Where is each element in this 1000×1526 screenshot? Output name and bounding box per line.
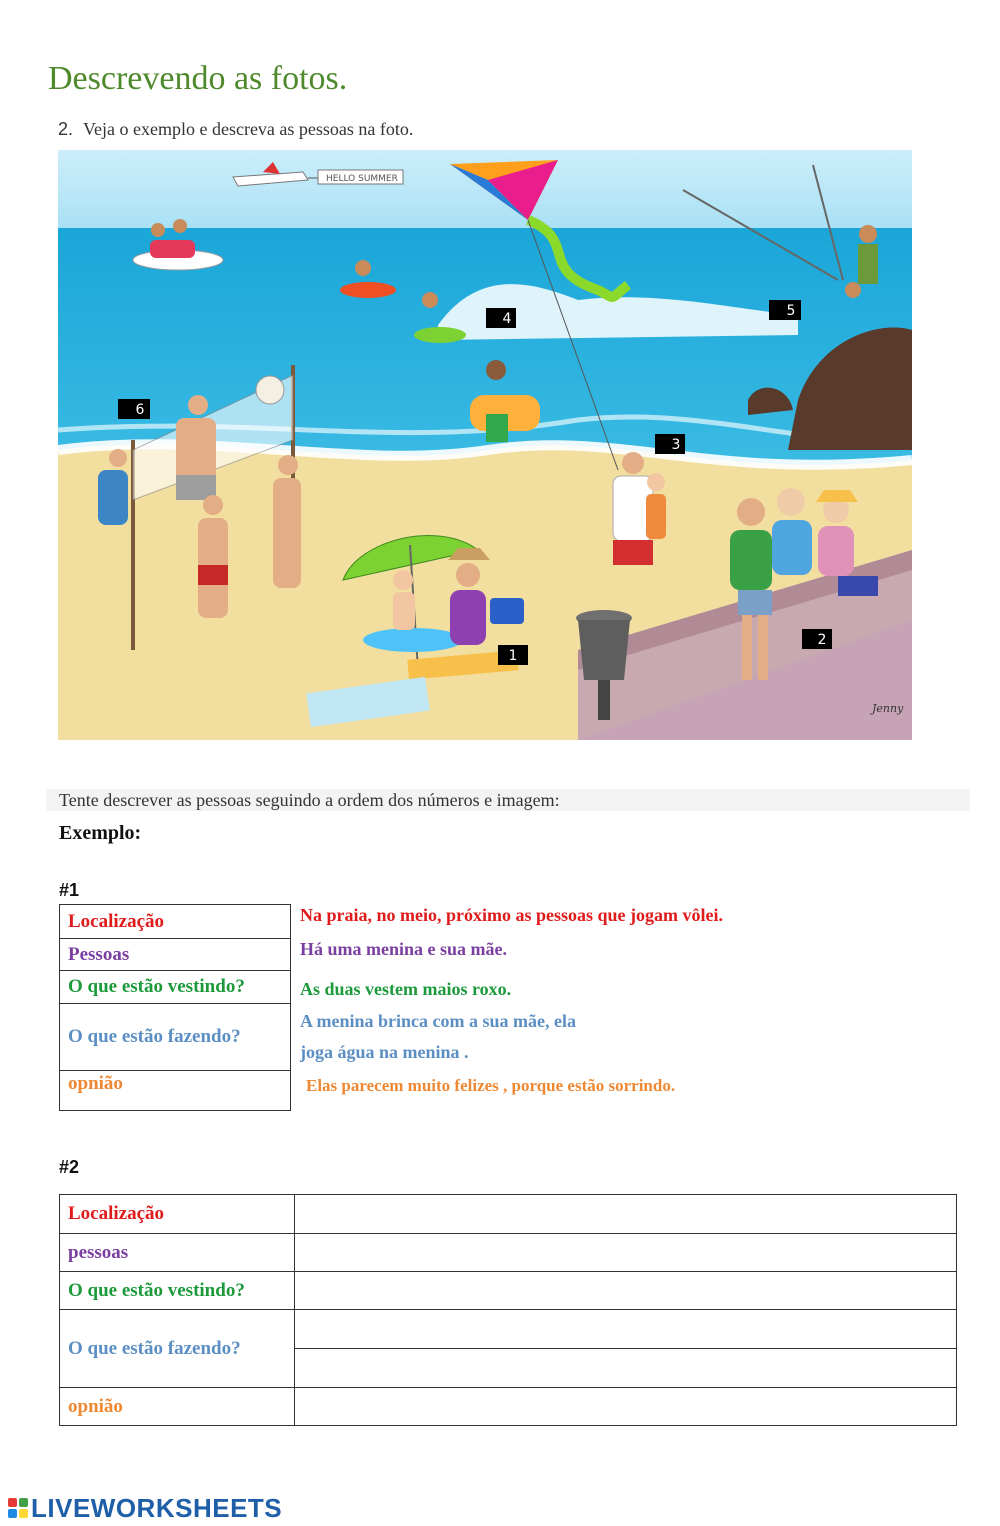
svg-text:HELLO SUMMER: HELLO SUMMER	[326, 174, 398, 184]
marker-1	[498, 645, 528, 665]
marker-5	[769, 300, 801, 320]
exercise-label-location: Localização	[60, 1195, 295, 1234]
example-label-opinion: opnião	[60, 1071, 291, 1111]
instruction-text: Veja o exemplo e descreva as pessoas na foto.	[83, 119, 414, 139]
exercise-number: #2	[59, 1157, 80, 1177]
exercise-answer-opinion[interactable]	[295, 1388, 957, 1426]
example-answer-doing-line1: A menina brinca com a sua mãe, ela	[300, 1011, 576, 1031]
exercise-answer-doing-line1[interactable]	[295, 1310, 957, 1349]
example-number: #1	[59, 880, 80, 900]
marker-4	[486, 308, 516, 328]
svg-text:3: 3	[671, 437, 681, 453]
prompt-text: Tente descrever as pessoas seguindo a ordem dos números e imagem:	[59, 790, 560, 810]
example-answer-location: Na praia, no meio, próximo as pessoas que jogam vôlei.	[300, 905, 723, 925]
exercise-answer-wearing[interactable]	[295, 1272, 957, 1310]
exercise-table	[59, 1194, 957, 1426]
example-table	[59, 904, 291, 1111]
svg-text:2: 2	[817, 632, 827, 648]
page-title: Descrevendo as fotos.	[48, 60, 348, 97]
example-label-wearing: O que estão vestindo?	[60, 971, 291, 1004]
marker-6	[118, 399, 150, 419]
marker-2	[802, 629, 832, 649]
svg-text:4: 4	[502, 311, 512, 327]
example-label-people: Pessoas	[60, 939, 291, 971]
instruction-number: 2.	[58, 119, 74, 139]
example-answer-doing-line2: joga água na menina .	[300, 1042, 469, 1062]
svg-text:5: 5	[786, 303, 796, 319]
example-answer-people: Há uma menina e sua mãe.	[300, 939, 507, 959]
exercise-label-opinion: opnião	[60, 1388, 295, 1426]
prompt-band	[46, 789, 970, 811]
svg-text:Jenny: Jenny	[872, 702, 904, 715]
liveworksheets-logo	[8, 1494, 282, 1522]
marker-3	[655, 434, 685, 454]
logo-grid-icon	[8, 1498, 28, 1518]
svg-text:1: 1	[508, 648, 518, 664]
exercise-answer-location[interactable]	[295, 1195, 957, 1234]
exercise-label-wearing: O que estão vestindo?	[60, 1272, 295, 1310]
example-answer-wearing: As duas vestem maios roxo.	[300, 979, 512, 999]
example-label-doing: O que estão fazendo?	[60, 1004, 291, 1071]
exercise-answer-people[interactable]	[295, 1234, 957, 1272]
exercise-answer-doing-line2[interactable]	[295, 1349, 957, 1388]
example-answer-opinion: Elas parecem muito felizes , porque estão sorrindo.	[306, 1076, 676, 1095]
example-label-location: Localização	[60, 905, 291, 939]
exercise-label-doing: O que estão fazendo?	[60, 1310, 295, 1388]
example-heading: Exemplo:	[59, 822, 142, 844]
logo-text: LIVEWORKSHEETS	[31, 1492, 283, 1523]
svg-text:6: 6	[135, 402, 145, 418]
exercise-label-people: pessoas	[60, 1234, 295, 1272]
beach-illustration	[58, 150, 912, 740]
instruction	[58, 119, 413, 140]
